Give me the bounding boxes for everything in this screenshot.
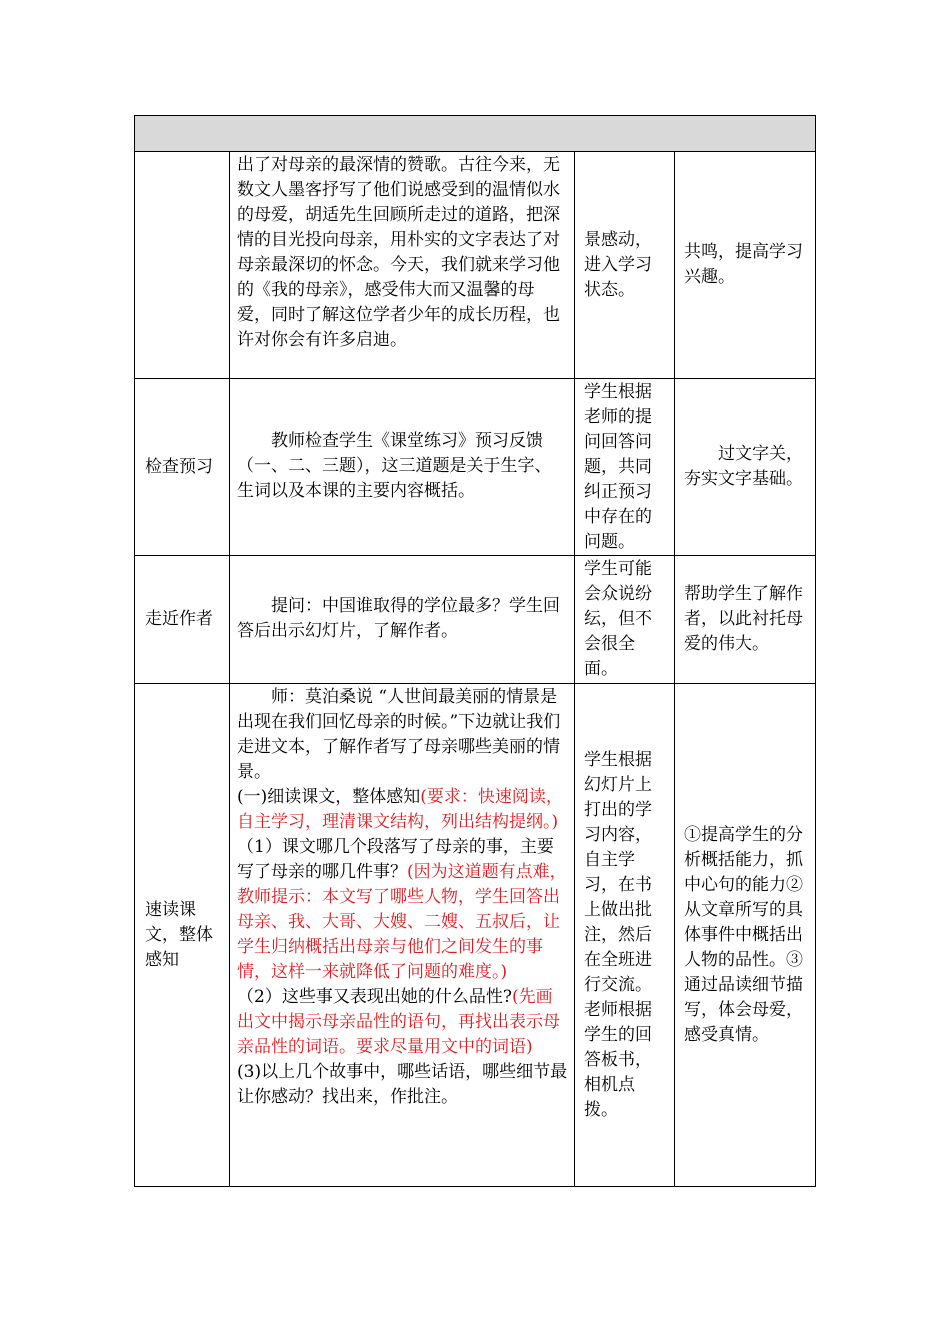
content-paragraph	[237, 835, 568, 985]
teacher-note: (因为这道题有点难，教师提示：本文写了哪些人物，学生回答出母亲、我、大哥、大嫂、二嫂、五叔后，让学生归纳概括出母亲与他们之间发生的事情，这样一来就降低了问题的难度。)	[237, 862, 567, 982]
table-row	[135, 684, 816, 1187]
student-activity-cell: 学生根据幻灯片上打出的学习内容，自主学习，在书上做出批注，然后在全班进行交流。老师根据学生的回答板书，相机点拨。	[575, 684, 675, 1187]
task-heading: (一)细读课文，整体感知	[237, 787, 421, 807]
student-activity-cell: 景感动，进入学习状态。	[575, 152, 675, 379]
content-paragraph	[237, 985, 568, 1060]
header-cell	[135, 116, 816, 152]
design-purpose-cell: ①提高学生的分析概括能力，抓中心句的能力②从文章所写的具体事件中概括出人物的品性。③通过品读细节描写，体会母爱，感受真情。	[675, 684, 816, 1187]
design-purpose-cell: 共鸣，提高学习兴趣。	[675, 152, 816, 379]
content-paragraph: 师：莫泊桑说 “人世间最美丽的情景是出现在我们回忆母亲的时候。”下边就让我们走进文本，了解作者写了母亲哪些美丽的情景。	[237, 687, 561, 782]
question-text: （2）这些事又表现出她的什么品性?	[237, 987, 512, 1007]
stage-cell: 走近作者	[135, 556, 230, 684]
content-paragraph: (3)以上几个故事中，哪些话语，哪些细节最让你感动？找出来，作批注。	[237, 1062, 568, 1107]
content-paragraph: 提问：中国谁取得的学位最多？学生回答后出示幻灯片，了解作者。	[237, 596, 560, 641]
question-text: （1）课文哪几个段落写了母亲的事，主要写了母亲的哪几件事？	[237, 837, 554, 882]
table-row	[135, 379, 816, 556]
content-paragraph	[237, 785, 568, 835]
table-header-row	[135, 116, 816, 152]
lesson-plan-table	[134, 115, 816, 1187]
content-paragraph: 教师检查学生《课堂练习》预习反馈（一、二、三题），这三道题是关于生字、生词以及本课的主要内容概括。	[237, 431, 552, 501]
teacher-note: (要求：快速阅读，自主学习，理清课文结构，列出结构提纲。)	[237, 787, 563, 832]
content-cell	[230, 379, 575, 556]
content-cell	[230, 684, 575, 1187]
content-paragraph: 出了对母亲的最深情的赞歌。古往今来，无数文人墨客抒写了他们说感受到的温情似水的母爱，胡适先生回顾所走过的道路，把深情的目光投向母亲，用朴实的文字表达了对母亲最深切的怀念。今天，我们就来学习他的《我的母亲》，感受伟大而又温馨的母爱，同时了解这位学者少年的成长历程，也许对你会有许多启迪。	[237, 155, 560, 350]
content-cell	[230, 556, 575, 684]
table-row	[135, 152, 816, 379]
purpose-paragraph: 过文字关，夯实文字基础。	[684, 444, 803, 489]
design-purpose-cell: 帮助学生了解作者，以此衬托母爱的伟大。	[675, 556, 816, 684]
stage-cell: 速读课文，整体感知	[135, 684, 230, 1187]
table-row	[135, 556, 816, 684]
teacher-note: (先画出文中揭示母亲品性的语句，再找出表示母亲品性的词语。要求尽量用文中的词语)	[237, 987, 560, 1057]
stage-cell	[135, 152, 230, 379]
student-activity-cell: 学生根据老师的提问回答问题，共同纠正预习中存在的问题。	[575, 379, 675, 556]
design-purpose-cell	[675, 379, 816, 556]
content-cell	[230, 152, 575, 379]
student-activity-cell: 学生可能会众说纷纭，但不会很全面。	[575, 556, 675, 684]
stage-cell: 检查预习	[135, 379, 230, 556]
